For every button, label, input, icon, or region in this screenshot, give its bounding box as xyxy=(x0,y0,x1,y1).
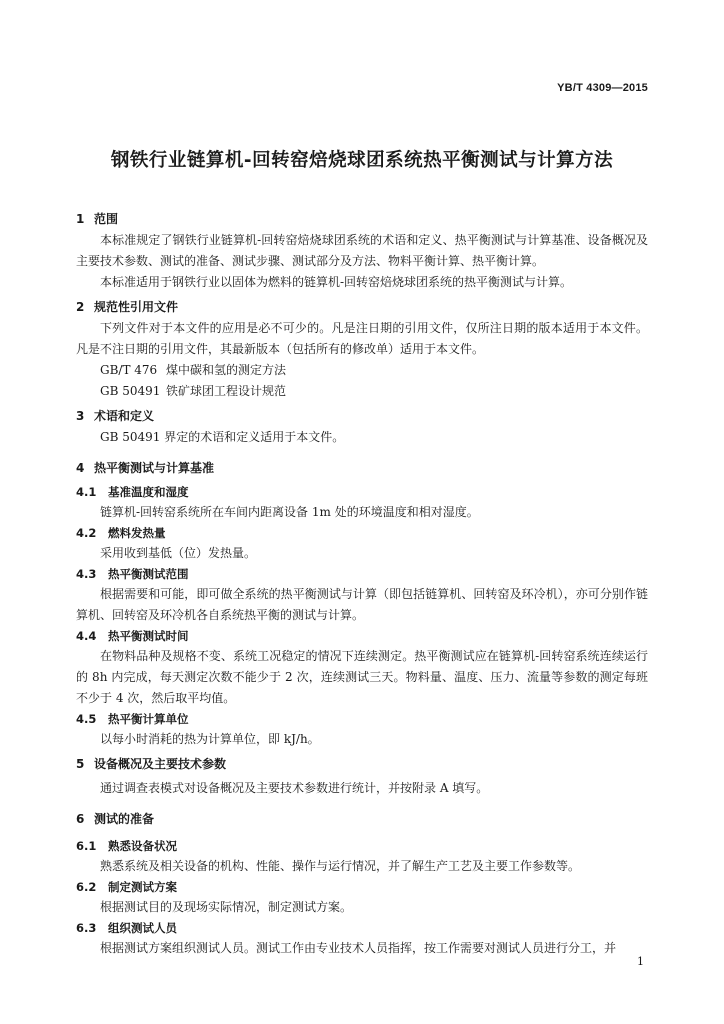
document-body xyxy=(76,205,648,959)
subsection-heading-4-5: 4.5 热平衡计算单位 xyxy=(76,712,189,726)
paragraph: 通过调查表模式对设备概况及主要技术参数进行统计，并按附录 A 填写。 xyxy=(100,781,489,795)
paragraph: 本标准适用于钢铁行业以固体为燃料的链算机-回转窑焙烧球团系统的热平衡测试与计算。 xyxy=(100,275,573,289)
paragraph: 根据测试方案组织测试人员。测试工作由专业技术人员指挥，按工作需要对测试人员进行分工，并 xyxy=(100,941,617,955)
document-code: YB/T 4309—2015 xyxy=(557,82,648,94)
section-heading-6: 6 测试的准备 xyxy=(76,812,155,826)
paragraph: 以每小时消耗的热为计算单位，即 kJ/h。 xyxy=(100,732,320,746)
section-heading-1: 1 范围 xyxy=(76,212,119,226)
section-heading-3: 3 术语和定义 xyxy=(76,409,155,423)
paragraph: 在物料品种及规格不变、系统工况稳定的情况下连续测定。热平衡测试应在链算机-回转窑系统连续运行的 8h 内完成，每天测定次数不能少于 2 次，连续测试三天。物料量、温度、压力、流量等参数的测定每班不少于 4 次，然后取平均值。 xyxy=(76,649,648,705)
paragraph: 根据测试目的及现场实际情况，制定测试方案。 xyxy=(100,900,353,914)
paragraph: 熟悉系统及相关设备的机构、性能、操作与运行情况，并了解生产工艺及主要工作参数等。 xyxy=(100,859,581,873)
subsection-heading-6-2: 6.2 制定测试方案 xyxy=(76,880,177,894)
subsection-heading-6-1: 6.1 熟悉设备状况 xyxy=(76,839,177,853)
section-heading-5: 5 设备概况及主要技术参数 xyxy=(76,757,227,771)
section-heading-4: 4 热平衡测试与计算基准 xyxy=(76,461,215,475)
subsection-heading-4-2: 4.2 燃料发热量 xyxy=(76,526,166,540)
reference-item: GB 50491 铁矿球团工程设计规范 xyxy=(100,384,287,398)
section-heading-2: 2 规范性引用文件 xyxy=(76,300,179,314)
subsection-heading-6-3: 6.3 组织测试人员 xyxy=(76,921,177,935)
paragraph: GB 50491 界定的术语和定义适用于本文件。 xyxy=(100,430,345,444)
document-title: 钢铁行业链算机-回转窑焙烧球团系统热平衡测试与计算方法 xyxy=(110,150,614,171)
reference-item: GB/T 476 煤中碳和氢的测定方法 xyxy=(100,363,287,377)
page-number: 1 xyxy=(637,955,644,968)
subsection-heading-4-4: 4.4 热平衡测试时间 xyxy=(76,629,189,643)
paragraph: 采用收到基低（位）发热量。 xyxy=(100,546,257,560)
paragraph: 链算机-回转窑系统所在车间内距离设备 1m 处的环境温度和相对湿度。 xyxy=(100,505,479,519)
paragraph: 根据需要和可能，即可做全系统的热平衡测试与计算（即包括链算机、回转窑及环冷机），亦可分别作链算机、回转窑及环冷机各自系统热平衡的测试与计算。 xyxy=(76,587,648,622)
paragraph: 本标准规定了钢铁行业链算机-回转窑焙烧球团系统的术语和定义、热平衡测试与计算基准、设备概况及主要技术参数、测试的准备、测试步骤、测试部分及方法、物料平衡计算、热平衡计算。 xyxy=(76,233,648,268)
subsection-heading-4-3: 4.3 热平衡测试范围 xyxy=(76,567,189,581)
paragraph: 下列文件对于本文件的应用是必不可少的。凡是注日期的引用文件，仅所注日期的版本适用于本文件。凡是不注日期的引用文件，其最新版本（包括所有的修改单）适用于本文件。 xyxy=(76,321,648,356)
subsection-heading-4-1: 4.1 基准温度和湿度 xyxy=(76,485,189,499)
